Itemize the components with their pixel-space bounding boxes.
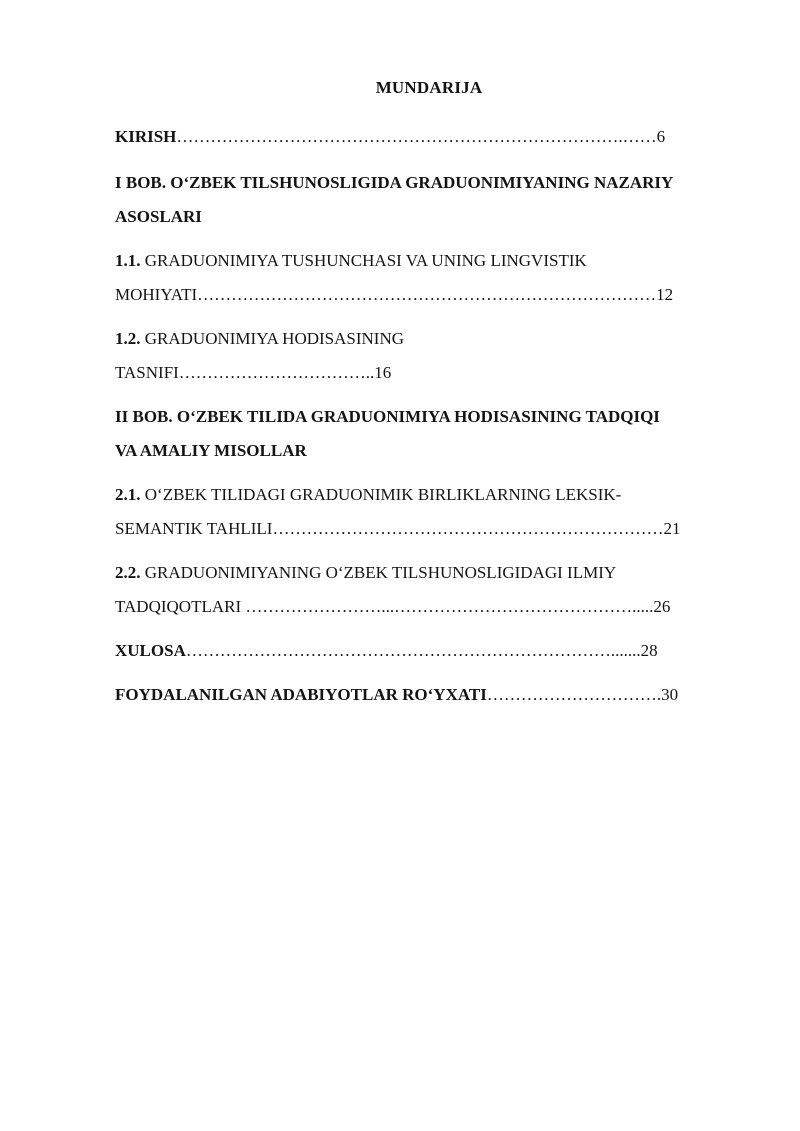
- toc-section-title-cont: TADQIQOTLARI ……………………...…………………………………….....26: [115, 597, 671, 616]
- toc-section-number: 1.1.: [115, 251, 141, 270]
- toc-chapter-2-line1: II BOB. O‘ZBEK TILIDA GRADUONIMIYA HODISASINING TADQIQI: [115, 407, 660, 426]
- toc-entry-kirish: [115, 120, 745, 154]
- toc-entry-page: 6: [656, 127, 666, 146]
- toc-entry-label: XULOSA: [115, 641, 186, 660]
- toc-section-title-cont: MOHIYATI………………………………………………………………………12: [115, 285, 674, 304]
- toc-chapter-1-line2: ASOSLARI: [115, 207, 202, 226]
- toc-entry-page: 30: [661, 685, 679, 704]
- toc-section-2-1: [115, 478, 745, 546]
- toc-chapter-1: [115, 166, 745, 234]
- toc-chapter-2-line2: VA AMALIY MISOLLAR: [115, 441, 307, 460]
- toc-entry-page: 28: [640, 641, 658, 660]
- toc-entry-foydalanilgan-adabiyotlar: [115, 678, 745, 712]
- toc-entry-label: FOYDALANILGAN ADABIYOTLAR RO‘YXATI: [115, 685, 487, 704]
- toc-chapter-1-line1: I BOB. O‘ZBEK TILSHUNOSLIGIDA GRADUONIMIYANING NAZARIY: [115, 173, 674, 192]
- toc-section-number: 1.2.: [115, 329, 141, 348]
- toc-section-title-cont: TASNIFI……………………………..16: [115, 363, 392, 382]
- toc-section-title-cont: SEMANTIK TAHLILI……………………………………………………………21: [115, 519, 681, 538]
- toc-section-title: GRADUONIMIYA TUSHUNCHASI VA UNING LINGVISTIK: [140, 251, 587, 270]
- toc-section-title: GRADUONIMIYA HODISASINING: [140, 329, 404, 348]
- toc-section-title: O‘ZBEK TILIDAGI GRADUONIMIK BIRLIKLARNING LEKSIK-: [140, 485, 622, 504]
- toc-entry-dots: ………………………………………………………………….......: [185, 641, 641, 660]
- toc-section-1-2: [115, 322, 745, 390]
- toc-section-title: GRADUONIMIYANING O‘ZBEK TILSHUNOSLIGIDAGI ILMIY: [140, 563, 617, 582]
- toc-entry-label: KIRISH: [115, 127, 177, 146]
- toc-section-number: 2.2.: [115, 563, 141, 582]
- toc-entry-dots: …………………………………………………………………….……: [176, 127, 657, 146]
- page-title: MUNDARIJA: [375, 78, 483, 97]
- toc-section-number: 2.1.: [115, 485, 141, 504]
- toc-section-1-1: [115, 244, 745, 312]
- toc-section-2-2: [115, 556, 745, 624]
- toc-entry-xulosa: [115, 634, 745, 668]
- toc-chapter-2: [115, 400, 745, 468]
- table-of-contents: [115, 120, 745, 712]
- toc-entry-dots: ………………………….: [486, 685, 662, 704]
